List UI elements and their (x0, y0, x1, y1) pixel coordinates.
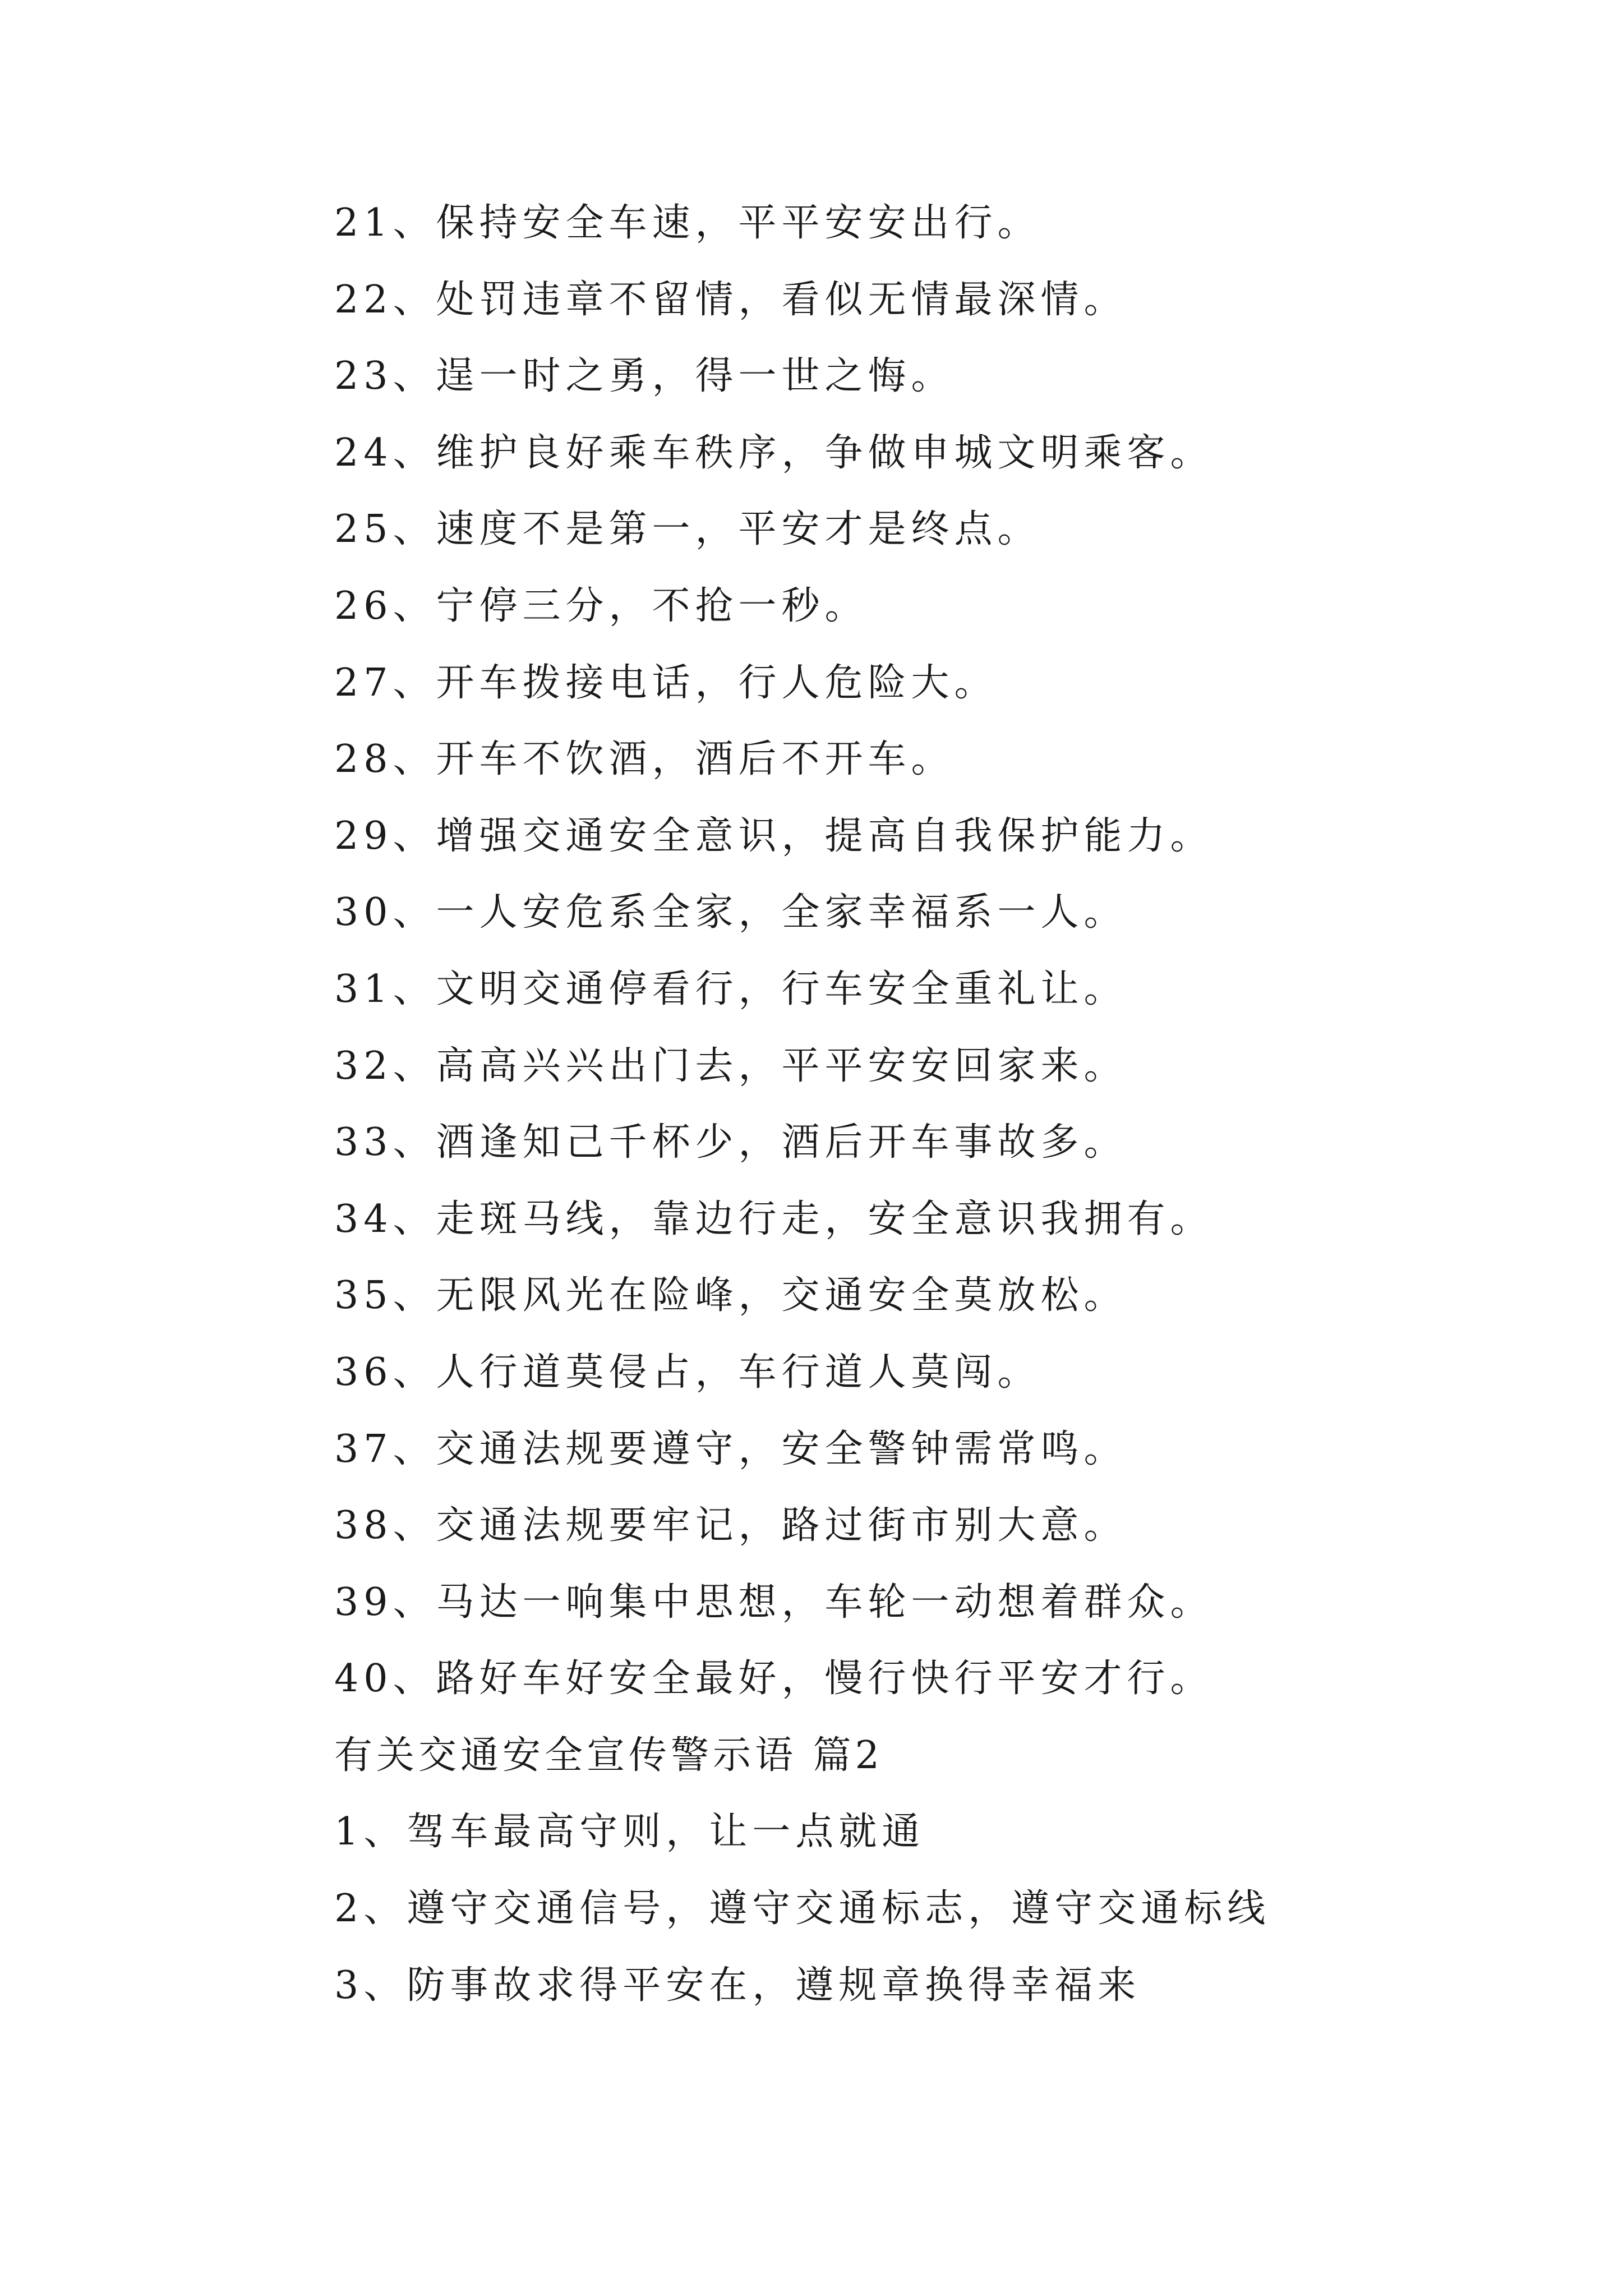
slogan-line-24: 24、维护良好乘车秩序，争做申城文明乘客。 (334, 430, 1214, 475)
document-body (334, 185, 1540, 2024)
slogan-line-21: 21、保持安全车速，平平安安出行。 (334, 201, 1041, 245)
section-heading: 有关交通安全宣传警示语 篇2 (334, 1733, 883, 1778)
slogan-line-p2-1: 1、驾车最高守则，让一点就通 (334, 1810, 925, 1855)
slogan-line-p2-2: 2、遵守交通信号，遵守交通标志，遵守交通标线 (334, 1887, 1271, 1931)
slogan-line-37: 37、交通法规要遵守，安全警钟需常鸣。 (334, 1427, 1127, 1471)
slogan-line-33: 33、酒逢知己千杯少，酒后开车事故多。 (334, 1120, 1127, 1165)
slogan-line-35: 35、无限风光在险峰，交通安全莫放松。 (334, 1273, 1127, 1318)
slogan-line-25: 25、速度不是第一，平安才是终点。 (334, 507, 1041, 552)
slogan-line-40: 40、路好车好安全最好，慢行快行平安才行。 (334, 1657, 1214, 1701)
slogan-line-22: 22、处罚违章不留情，看似无情最深情。 (334, 277, 1127, 322)
slogan-line-32: 32、高高兴兴出门去，平平安安回家来。 (334, 1043, 1127, 1088)
slogan-line-34: 34、走斑马线，靠边行走，安全意识我拥有。 (334, 1197, 1214, 1241)
slogan-line-29: 29、增强交通安全意识，提高自我保护能力。 (334, 813, 1214, 858)
slogan-line-28: 28、开车不饮酒，酒后不开车。 (334, 737, 955, 782)
slogan-line-30: 30、一人安危系全家，全家幸福系一人。 (334, 890, 1127, 935)
slogan-line-p2-3: 3、防事故求得平安在，遵规章换得幸福来 (334, 1963, 1141, 2008)
slogan-line-23: 23、逞一时之勇，得一世之悔。 (334, 354, 955, 399)
slogan-line-38: 38、交通法规要牢记，路过街市别大意。 (334, 1503, 1127, 1548)
slogan-line-31: 31、文明交通停看行，行车安全重礼让。 (334, 967, 1127, 1011)
slogan-line-26: 26、宁停三分，不抢一秒。 (334, 583, 868, 628)
slogan-line-39: 39、马达一响集中思想，车轮一动想着群众。 (334, 1580, 1214, 1625)
slogan-line-27: 27、开车拨接电话，行人危险大。 (334, 660, 998, 705)
slogan-line-36: 36、人行道莫侵占，车行道人莫闯。 (334, 1350, 1041, 1395)
